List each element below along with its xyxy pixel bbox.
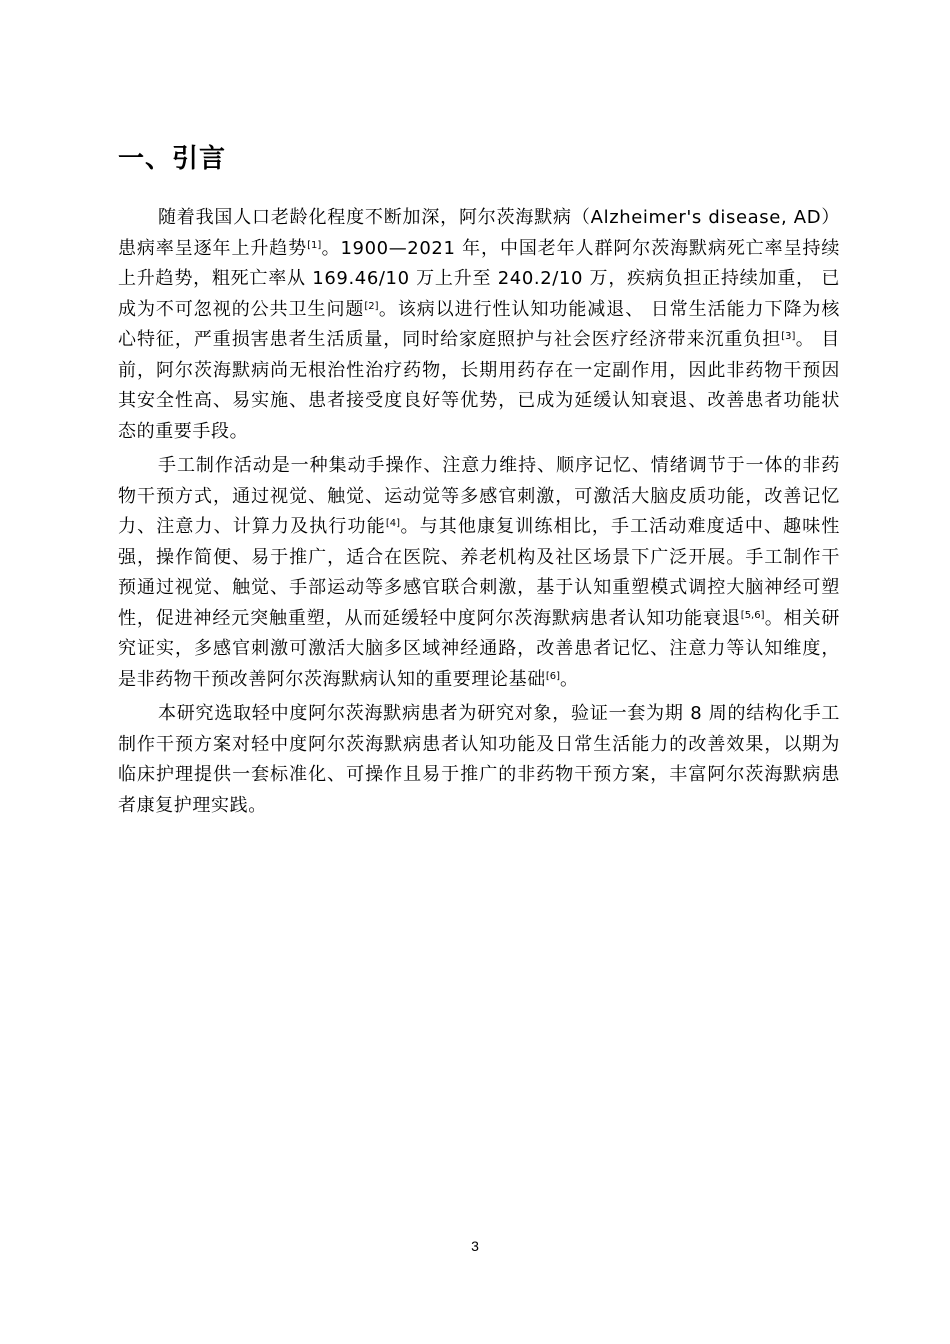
paragraph-2-text-3: 。相关研究证实，多感官刺激可激活大脑多区域神经通路，改善患者记忆、注意力等认知维度，是非药物干预改善阿尔茨海默病认知的重要理论基础	[118, 607, 841, 690]
citation-2: [2]	[364, 300, 379, 312]
section-heading: 一、引言	[118, 144, 227, 174]
paragraph-2-text-2: 。与其他康复训练相比，手工活动难度适中、趣味性强，操作简便、易于推广，适合在医院、养老机构及社区场景下广泛开展。手工制作干预通过视觉、触觉、手部运动等多感官联合刺激，基于认知重塑模式调控大脑神经可塑性，促进神经元突触重塑，从而延缓轻中度阿尔茨海默病患者认知功能衰退	[118, 516, 840, 629]
paragraph-2	[118, 451, 840, 695]
paragraph-1-text-1: 随着我国人口老龄化程度不断加深，阿尔茨海默病（Alzheimer's disease, AD）患病率呈逐年上升趋势	[118, 207, 840, 259]
citation-5-6: [5,6]	[740, 609, 765, 621]
page-number: 3	[471, 1238, 479, 1254]
citation-4: [4]	[385, 518, 400, 529]
paragraph-1-text-2: 。1900—2021 年，中国老年人群阿尔茨海默病死亡率呈持续上升趋势，粗死亡率从 169.46/10 万上升至 240.2/10 万，疾病负担正持续加重， 已成为不可忽视的公共卫生问题	[118, 237, 841, 320]
paragraph-2-text-4: 。	[559, 668, 579, 690]
paragraph-3	[118, 699, 840, 821]
paragraph-1-text-4: 。 目前，阿尔茨海默病尚无根治性治疗药物，长期用药存在一定副作用，因此非药物干预因其安全性高、易实施、患者接受度良好等优势，已成为延缓认知衰退、改善患者功能状态的重要手段。	[118, 329, 840, 442]
paragraph-2-text-1: 手工制作活动是一种集动手操作、注意力维持、顺序记忆、情绪调节于一体的非药物干预方式，通过视觉、触觉、运动觉等多感官刺激，可激活大脑皮质功能，改善记忆力、注意力、计算力及执行功能	[118, 455, 840, 537]
body-text	[118, 203, 840, 825]
paragraph-1	[118, 203, 840, 447]
citation-3: [3]	[781, 331, 796, 342]
paragraph-3-text-1: 本研究选取轻中度阿尔茨海默病患者为研究对象，验证一套为期 8 周的结构化手工制作干预方案对轻中度阿尔茨海默病患者认知功能及日常生活能力的改善效果，以期为临床护理提供一套标准化、可操作且易于推广的非药物干预方案，丰富阿尔茨海默病患者康复护理实践。	[118, 703, 840, 816]
citation-6: [6]	[545, 670, 560, 682]
paragraph-1-text-3: 。该病以进行性认知功能减退、 日常生活能力下降为核心特征，严重损害患者生活质量，同时给家庭照护与社会医疗经济带来沉重负担	[118, 298, 840, 350]
citation-1: [1]	[307, 239, 322, 251]
